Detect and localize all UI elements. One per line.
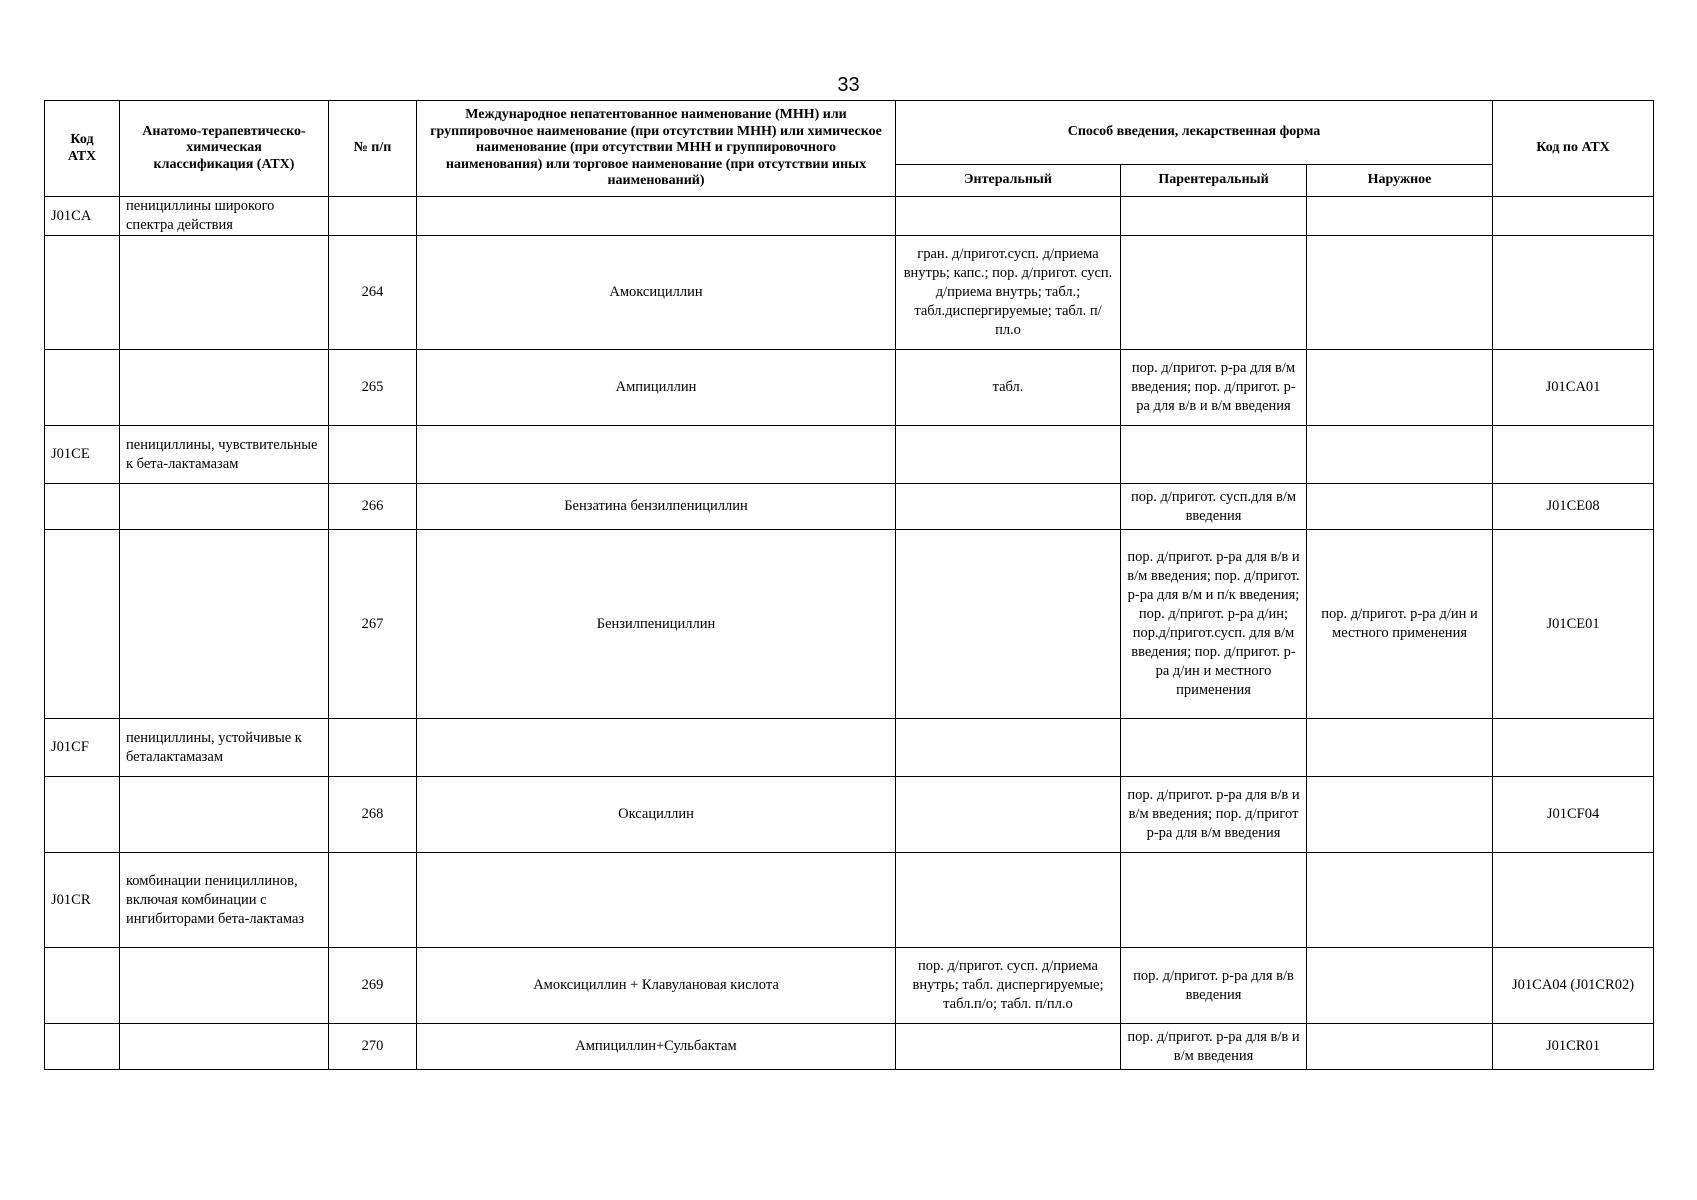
cell-parenteral: пор. д/пригот. р-ра для в/м введения; пор. д/пригот. р-ра для в/в и в/м введения <box>1121 350 1307 426</box>
cell-enteral <box>896 197 1121 236</box>
table-row <box>45 853 1654 948</box>
cell-external <box>1307 484 1493 530</box>
cell-enteral: табл. <box>896 350 1121 426</box>
cell-parenteral: пор. д/пригот. р-ра для в/в и в/м введения; пор. д/пригот. р-ра для в/м и п/к введения; пор. д/пригот. р-ра д/ин; пор.д/пригот.сусп. для в/м введения; пор. д/пригот. р-ра д/ин и местного применения <box>1121 530 1307 719</box>
cell-enteral <box>896 777 1121 853</box>
cell-classification: пенициллины, устойчивые к беталактамазам <box>120 719 329 777</box>
cell-external <box>1307 426 1493 484</box>
cell-external <box>1307 350 1493 426</box>
cell-number <box>329 426 417 484</box>
cell-number <box>329 853 417 948</box>
header-enteral: Энтеральный <box>896 165 1121 197</box>
cell-number: 265 <box>329 350 417 426</box>
cell-inn <box>417 853 896 948</box>
cell-enteral <box>896 530 1121 719</box>
cell-inn: Ампициллин <box>417 350 896 426</box>
cell-enteral <box>896 1024 1121 1070</box>
cell-atc-code <box>45 948 120 1024</box>
header-external: Наружное <box>1307 165 1493 197</box>
cell-parenteral: пор. д/пригот. сусп.для в/м введения <box>1121 484 1307 530</box>
cell-external <box>1307 777 1493 853</box>
cell-atc-code: J01CR <box>45 853 120 948</box>
cell-inn: Бензилпенициллин <box>417 530 896 719</box>
table-row <box>45 777 1654 853</box>
cell-parenteral: пор. д/пригот. р-ра для в/в и в/м введения; пор. д/пригот р-ра для в/м введения <box>1121 777 1307 853</box>
table-row <box>45 350 1654 426</box>
cell-inn: Ампициллин+Сульбактам <box>417 1024 896 1070</box>
cell-atc-by <box>1493 197 1654 236</box>
cell-parenteral <box>1121 236 1307 350</box>
cell-number: 270 <box>329 1024 417 1070</box>
cell-enteral <box>896 484 1121 530</box>
cell-atc-code <box>45 1024 120 1070</box>
cell-external <box>1307 719 1493 777</box>
cell-number: 267 <box>329 530 417 719</box>
cell-atc-by <box>1493 426 1654 484</box>
table-row <box>45 484 1654 530</box>
cell-parenteral <box>1121 197 1307 236</box>
header-parenteral: Парентеральный <box>1121 165 1307 197</box>
cell-classification <box>120 1024 329 1070</box>
table-row <box>45 236 1654 350</box>
cell-atc-code: J01CF <box>45 719 120 777</box>
drug-table <box>44 100 1654 1070</box>
cell-enteral <box>896 719 1121 777</box>
cell-atc-by: J01CA04 (J01CR02) <box>1493 948 1654 1024</box>
cell-number: 268 <box>329 777 417 853</box>
page-number: 33 <box>837 74 860 96</box>
cell-enteral <box>896 426 1121 484</box>
cell-number: 264 <box>329 236 417 350</box>
cell-atc-code: J01CE <box>45 426 120 484</box>
header-number: № п/п <box>329 101 417 197</box>
header-inn: Международное непатентованное наименование (МНН) или группировочное наименование (при отсутствии МНН) или химическое наименование (при отсутствии МНН и группировочного наименования) или торговое наименование (при отсутствии иных наименований) <box>417 101 896 197</box>
cell-external: пор. д/пригот. р-ра д/ин и местного применения <box>1307 530 1493 719</box>
cell-atc-code <box>45 236 120 350</box>
cell-parenteral <box>1121 719 1307 777</box>
cell-atc-code <box>45 484 120 530</box>
cell-parenteral <box>1121 853 1307 948</box>
header-atc-code: Код АТХ <box>45 101 120 197</box>
cell-inn <box>417 719 896 777</box>
header-classification: Анатомо-терапевтическо-химическая классификация (АТХ) <box>120 101 329 197</box>
cell-classification <box>120 484 329 530</box>
cell-parenteral: пор. д/пригот. р-ра для в/в введения <box>1121 948 1307 1024</box>
cell-external <box>1307 1024 1493 1070</box>
cell-external <box>1307 948 1493 1024</box>
cell-inn: Оксациллин <box>417 777 896 853</box>
cell-number <box>329 197 417 236</box>
cell-inn <box>417 197 896 236</box>
cell-atc-code <box>45 530 120 719</box>
cell-classification <box>120 777 329 853</box>
cell-parenteral: пор. д/пригот. р-ра для в/в и в/м введения <box>1121 1024 1307 1070</box>
cell-atc-by <box>1493 853 1654 948</box>
cell-atc-code: J01CA <box>45 197 120 236</box>
header-row-top <box>45 101 1654 165</box>
cell-classification <box>120 530 329 719</box>
cell-external <box>1307 236 1493 350</box>
cell-number: 266 <box>329 484 417 530</box>
cell-classification <box>120 350 329 426</box>
cell-classification: пенициллины широкого спектра действия <box>120 197 329 236</box>
cell-classification: комбинации пенициллинов, включая комбинации с ингибиторами бета-лактамаз <box>120 853 329 948</box>
cell-inn: Бензатина бензилпенициллин <box>417 484 896 530</box>
cell-atc-code <box>45 777 120 853</box>
cell-enteral: пор. д/пригот. сусп. д/приема внутрь; табл. диспергируемые; табл.п/о; табл. п/пл.о <box>896 948 1121 1024</box>
table-row <box>45 197 1654 236</box>
cell-atc-by <box>1493 236 1654 350</box>
cell-number <box>329 719 417 777</box>
header-route-group: Способ введения, лекарственная форма <box>896 101 1493 165</box>
cell-classification <box>120 236 329 350</box>
cell-atc-by: J01CR01 <box>1493 1024 1654 1070</box>
cell-number: 269 <box>329 948 417 1024</box>
cell-atc-by: J01CA01 <box>1493 350 1654 426</box>
cell-external <box>1307 197 1493 236</box>
cell-atc-by: J01CE08 <box>1493 484 1654 530</box>
cell-inn: Амоксициллин + Клавулановая кислота <box>417 948 896 1024</box>
cell-atc-by <box>1493 719 1654 777</box>
cell-atc-by: J01CE01 <box>1493 530 1654 719</box>
cell-classification <box>120 948 329 1024</box>
table-row <box>45 530 1654 719</box>
cell-external <box>1307 853 1493 948</box>
cell-inn: Амоксициллин <box>417 236 896 350</box>
table-row <box>45 426 1654 484</box>
table-row <box>45 719 1654 777</box>
cell-enteral: гран. д/пригот.сусп. д/приема внутрь; капс.; пор. д/пригот. сусп. д/приема внутрь; табл.; табл.диспергируемые; табл. п/пл.о <box>896 236 1121 350</box>
cell-parenteral <box>1121 426 1307 484</box>
header-atc-by: Код по АТХ <box>1493 101 1654 197</box>
cell-classification: пенициллины, чувствительные к бета-лактамазам <box>120 426 329 484</box>
cell-inn <box>417 426 896 484</box>
table-row <box>45 1024 1654 1070</box>
cell-atc-by: J01CF04 <box>1493 777 1654 853</box>
cell-enteral <box>896 853 1121 948</box>
cell-atc-code <box>45 350 120 426</box>
table-row <box>45 948 1654 1024</box>
